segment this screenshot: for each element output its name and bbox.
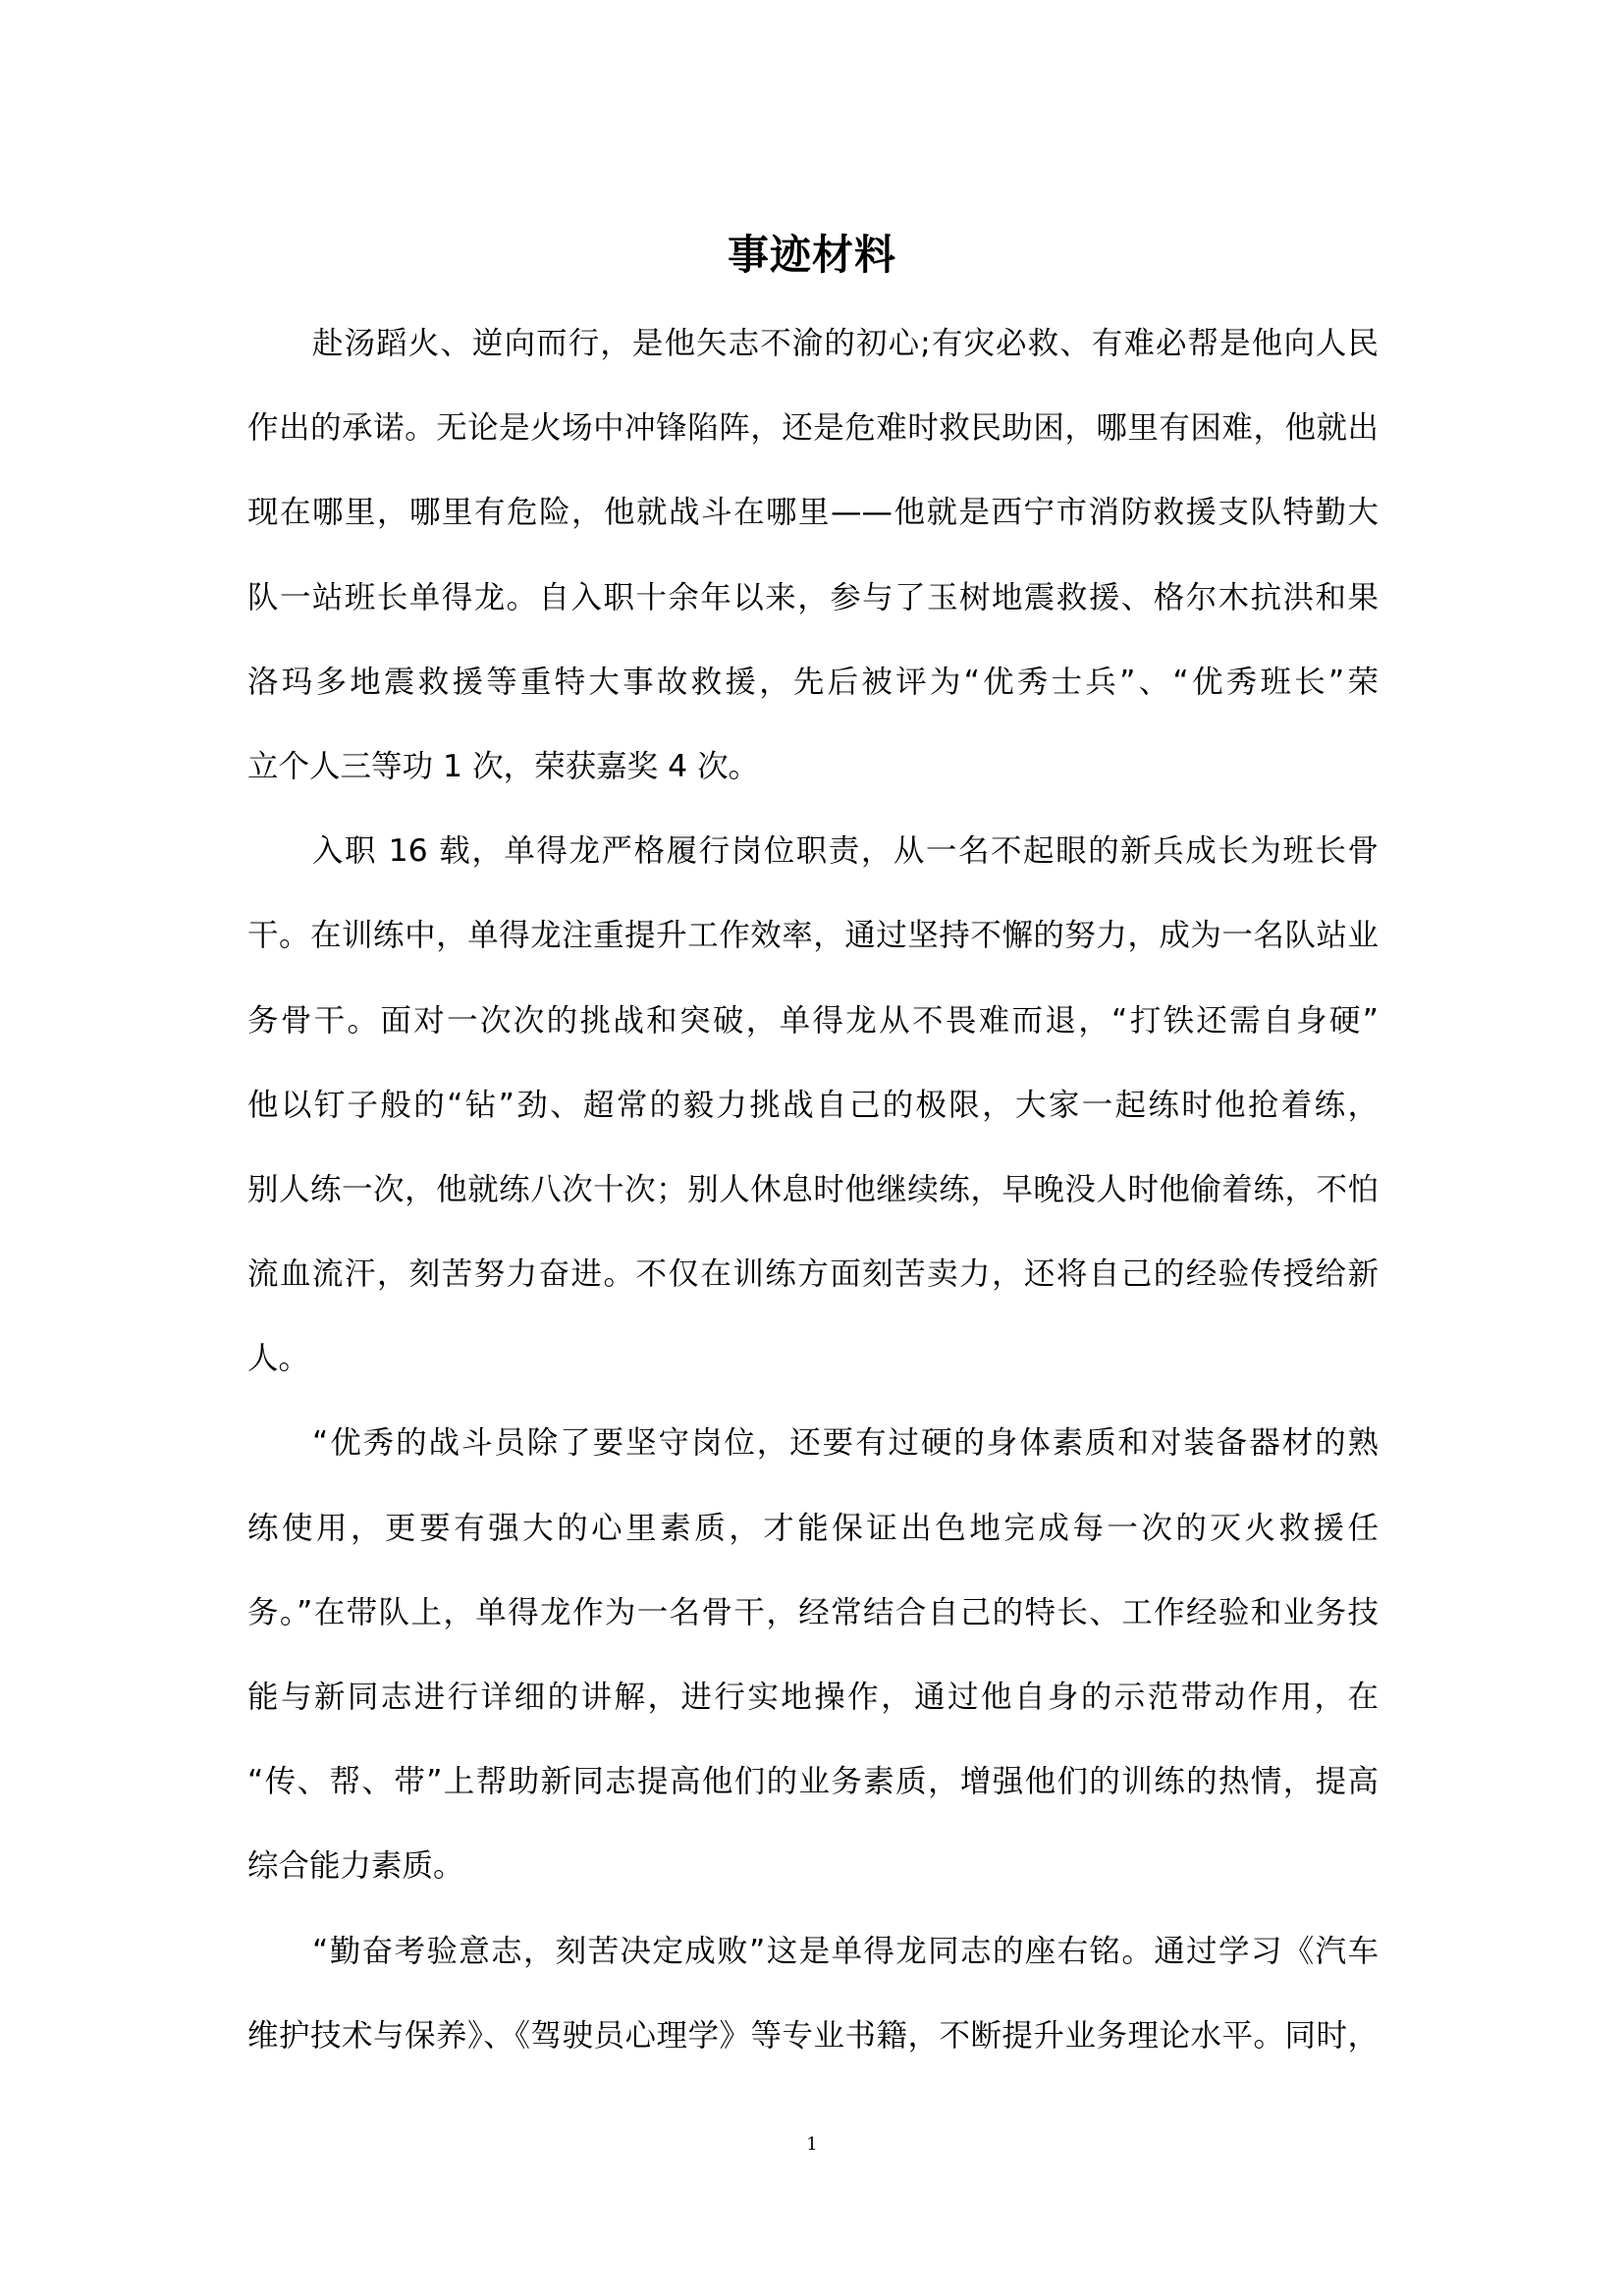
text-line: 人。 (247, 1341, 310, 1377)
text-line: 别人练一次，他就练八次十次；别人休息时他继续练，早晚没人时他偷着练，不怕 (247, 1171, 1379, 1207)
text-line: 作出的承诺。无论是火场中冲锋陷阵，还是危难时救民助困，哪里有困难，他就出 (247, 410, 1379, 447)
text-line: 流血流汗，刻苦努力奋进。不仅在训练方面刻苦卖力，还将自己的经验传授给新 (247, 1256, 1379, 1293)
text-line: 洛玛多地震救援等重特大事故救援，先后被评为“优秀士兵”、“优秀班长”荣 (247, 664, 1379, 700)
text-line: 务。”在带队上，单得龙作为一名骨干，经常结合自己的特长、工作经验和业务技 (247, 1594, 1379, 1630)
text-line: 务骨干。面对一次次的挑战和突破，单得龙从不畏难而退，“打铁还需自身硬” (247, 1002, 1379, 1039)
text-line: 干。在训练中，单得龙注重提升工作效率，通过坚持不懈的努力，成为一名队站业 (247, 918, 1379, 954)
text-line: 他以钉子般的“钻”劲、超常的毅力挑战自己的极限，大家一起练时他抢着练， (247, 1087, 1379, 1123)
text-line: 赴汤蹈火、逆向而行，是他矢志不渝的初心;有灾必救、有难必帮是他向人民 (312, 326, 1379, 361)
text-line: 入职 16 载，单得龙严格履行岗位职责，从一名不起眼的新兵成长为班长骨 (312, 833, 1379, 870)
text-line: 队一站班长单得龙。自入职十余年以来，参与了玉树地震救援、格尔木抗洪和果 (247, 579, 1379, 615)
text-line: 能与新同志进行详细的讲解，进行实地操作，通过他自身的示范带动作用，在 (247, 1680, 1379, 1715)
document-body (247, 301, 1379, 2078)
text-line: 维护技术与保养》、《驾驶员心理学》等专业书籍，不断提升业务理论水平。同时， (247, 2017, 1379, 2054)
paragraph-1 (247, 301, 1379, 809)
paragraph-4 (247, 1909, 1379, 2078)
text-line: “传、帮、带”上帮助新同志提高他们的业务素质，增强他们的训练的热情，提高 (247, 1764, 1379, 1800)
text-line: 立个人三等功 1 次，荣获嘉奖 4 次。 (247, 748, 760, 784)
text-line: “优秀的战斗员除了要坚守岗位，还要有过硬的身体素质和对装备器材的熟 (312, 1425, 1379, 1462)
text-line: 综合能力素质。 (247, 1848, 464, 1885)
text-line: 现在哪里，哪里有危险，他就战斗在哪里——他就是西宁市消防救援支队特勤大 (247, 495, 1379, 531)
paragraph-3 (247, 1401, 1379, 1908)
page-number: 1 (806, 2134, 818, 2155)
text-line: “勤奋考验意志，刻苦决定成败”这是单得龙同志的座右铭。通过学习《汽车 (312, 1933, 1379, 1969)
document-title: 事迹材料 (727, 231, 896, 279)
paragraph-2 (247, 809, 1379, 1401)
text-line: 练使用，更要有强大的心里素质，才能保证出色地完成每一次的灭火救援任 (247, 1510, 1379, 1546)
